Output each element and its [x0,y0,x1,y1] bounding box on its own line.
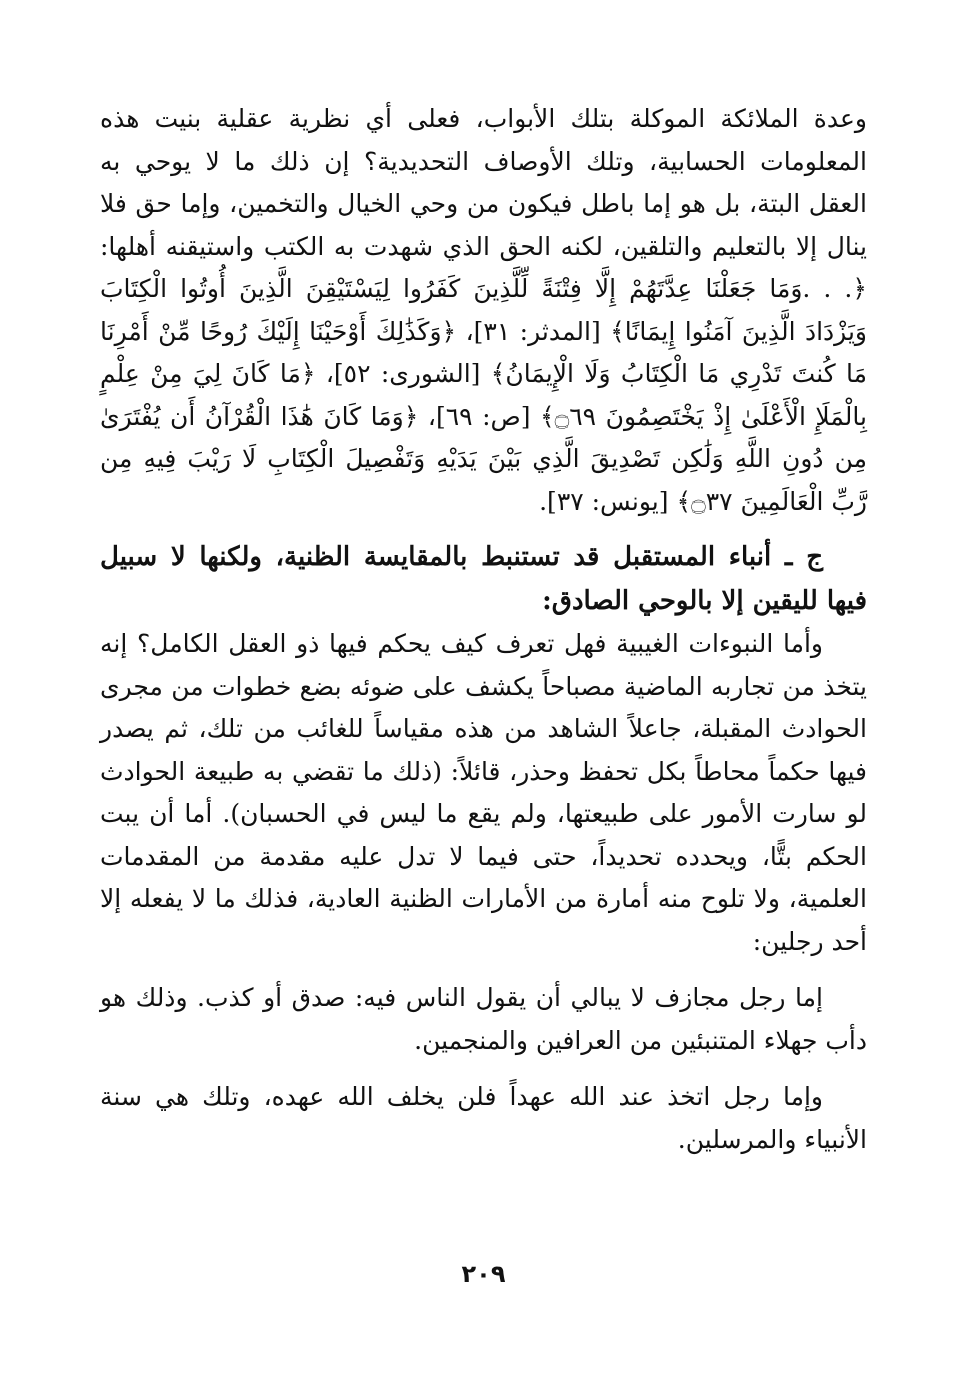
paragraph-first-man: إما رجل مجازف لا يبالي أن يقول الناس فيه: صدق أو كذب. وذلك هو دأب جهلاء المتنبئين من العرافين والمنجمين. [100,983,867,1055]
paragraph-quran-evidence: وعدة الملائكة الموكلة بتلك الأبواب، فعلى أي نظرية عقلية بنيت هذه المعلومات الحسابية، وتلك الأوصاف التحديدية؟ إن ذلك ما لا يوحي به العقل البتة، بل هو إما باطل فيكون من وحي الخيال والتخمين، وإما حق فلا ينال إلا بالتعليم والتلقين، لكنه الحق الذي شهدت به الكتب واستيقنه أهلها: ﴿. . .وَمَا جَعَلْنَا عِدَّتَهُمْ إِلَّا فِتْنَةً لِّلَّذِينَ كَفَرُوا لِيَسْتَيْقِنَ الَّذِينَ أُوتُوا الْكِتَابَ وَيَزْدَادَ الَّذِينَ آمَنُوا إِيمَانًا﴾ [المدثر: ٣١]، ﴿وَكَذَٰلِكَ أَوْحَيْنَا إِلَيْكَ رُوحًا مِّنْ أَمْرِنَا مَا كُنتَ تَدْرِي مَا الْكِتَابُ وَلَا الْإِيمَانُ﴾ [الشورى: ٥٢]، ﴿مَا كَانَ لِيَ مِنْ عِلْمٍ بِالْمَلَإِ الْأَعْلَىٰ إِذْ يَخْتَصِمُونَ ۝٦٩﴾ [ص: ٦٩]، ﴿وَمَا كَانَ هَٰذَا الْقُرْآنُ أَن يُفْتَرَىٰ مِن دُونِ اللَّهِ وَلَٰكِن تَصْدِيقَ الَّذِي بَيْنَ يَدَيْهِ وَتَفْصِيلَ الْكِتَابِ لَا رَيْبَ فِيهِ مِن رَّبِّ الْعَالَمِينَ ۝٣٧﴾ [يونس: ٣٧]. [100,104,867,516]
page-number: ٢٠٩ [461,1260,506,1288]
page-body [100,98,867,1161]
section-heading: ج ـ أنباء المستقبل قد تستنبط بالمقايسة الظنية، ولكنها لا سبيل فيها لليقين إلا بالوحي الصادق: [100,542,867,616]
paragraph-prophecies: وأما النبوءات الغيبية فهل تعرف كيف يحكم فيها ذو العقل الكامل؟ إنه يتخذ من تجاربه الماضية مصباحاً يكشف على ضوئه بضع خطوات من مجرى الحوادث المقبلة، جاعلاً الشاهد من هذه مقياساً للغائب من تلك، ثم يصدر فيها حكماً محاطاً بكل تحفظ وحذر، قائلاً: (ذلك ما تقضي به طبيعة الحوادث لو سارت الأمور على طبيعتها، ولم يقع ما ليس في الحسبان). أما أن يبت الحكم بتًّا، ويحدده تحديداً، حتى فيما لا تدل عليه مقدمة من المقدمات العلمية، ولا تلوح منه أمارة من الأمارات الظنية العادية، فذلك ما لا يفعله إلا أحد رجلين: [100,629,867,956]
paragraph-second-man: وإما رجل اتخذ عند الله عهداً فلن يخلف الله عهده، وتلك هي سنة الأنبياء والمرسلين. [100,1082,867,1154]
